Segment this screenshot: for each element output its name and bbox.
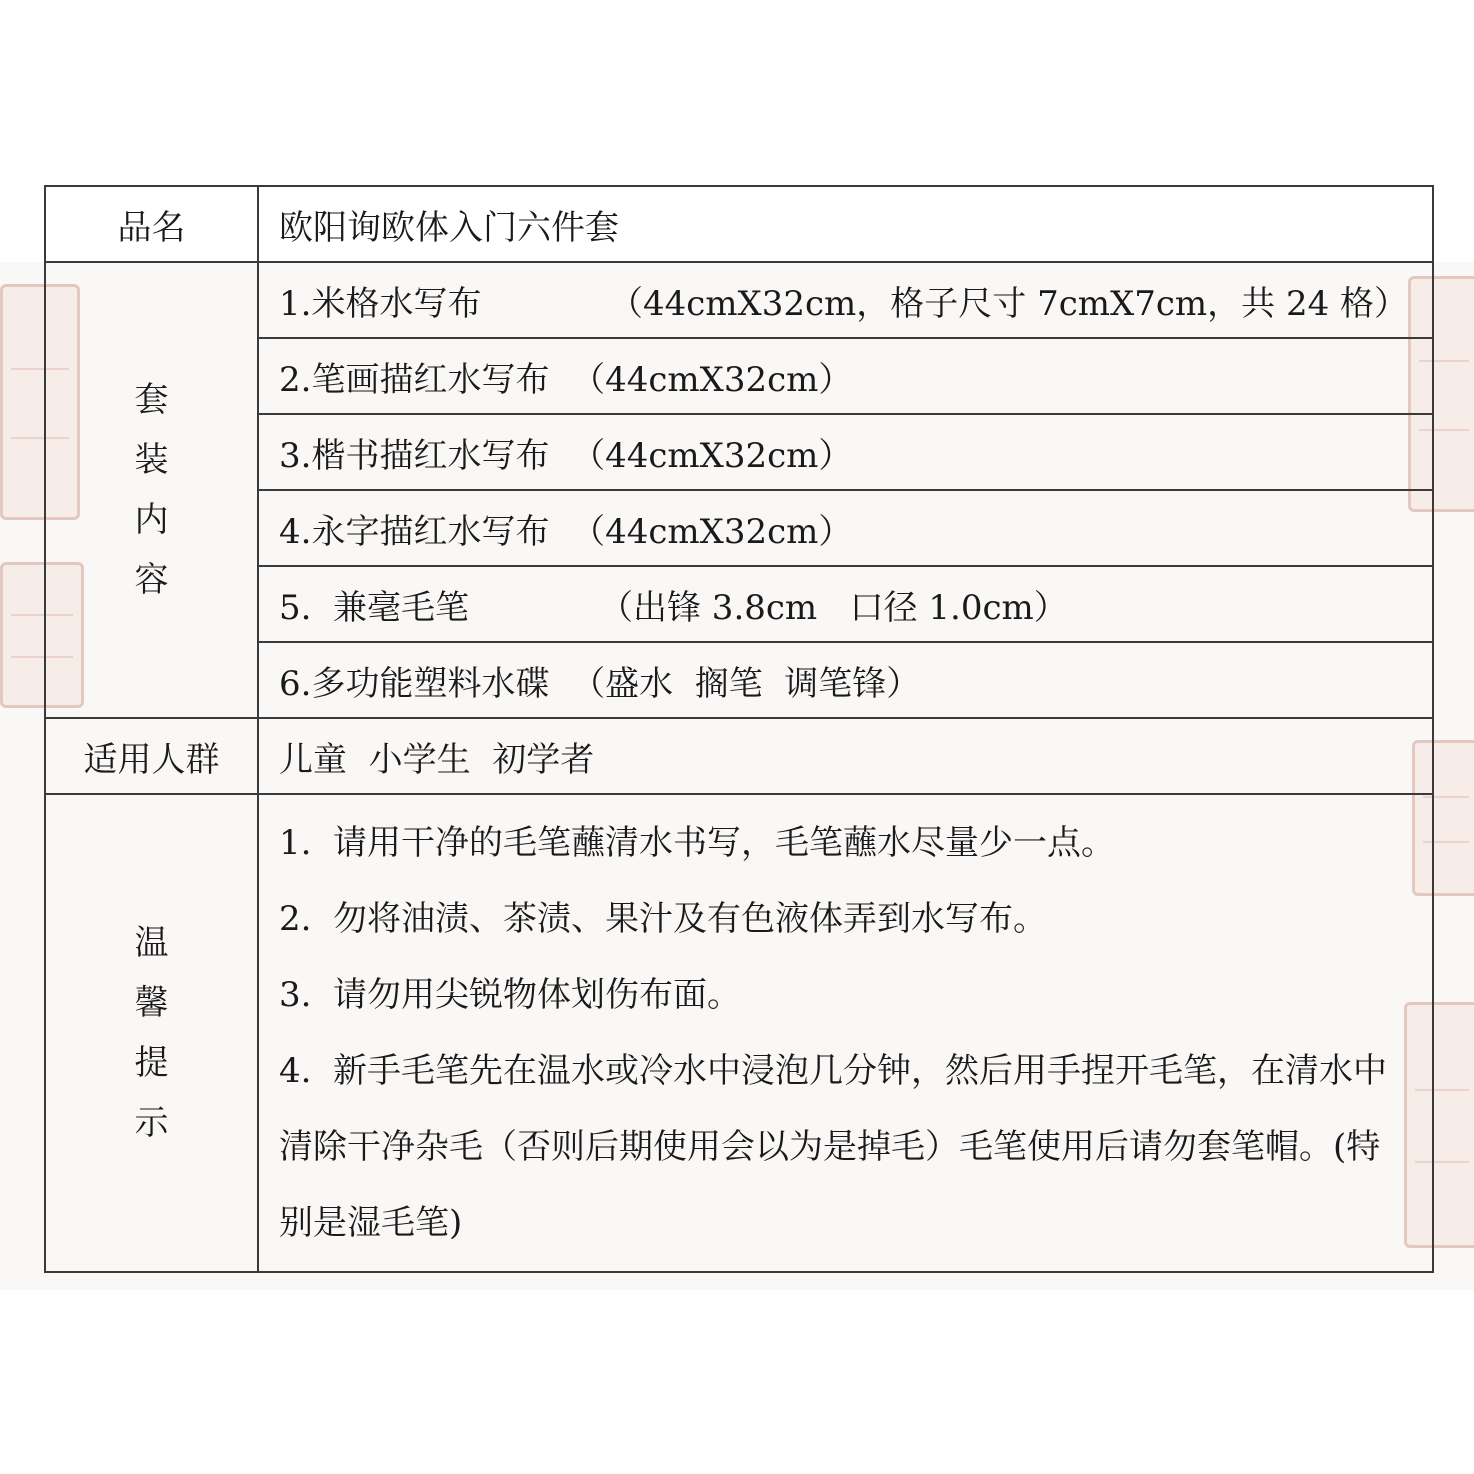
row-tips (45, 794, 1433, 1272)
tip-2: 2. 勿将油渍、茶渍、果汁及有色液体弄到水写布。 (279, 899, 1048, 939)
row-product-name (45, 186, 1433, 262)
tips-list (258, 794, 1433, 1272)
audience-label: 适用人群 (45, 718, 258, 794)
row-item-1 (45, 262, 1433, 338)
item-5-spec: （出锋 3.8cm 口径 1.0cm） (599, 587, 1068, 628)
item-1 (258, 262, 1433, 338)
item-4 (258, 490, 1433, 566)
contents-label-cell (45, 262, 258, 718)
tips-label: 温馨提示 (134, 923, 169, 1143)
tip-4: 4. 新手毛笔先在温水或冷水中浸泡几分钟，然后用手捏开毛笔，在清水中清除干净杂毛（否则后期使用会以为是掉毛）毛笔使用后请勿套笔帽。(特别是湿毛笔) (279, 1051, 1388, 1243)
item-3-name: 3.楷书描红水写布 (279, 435, 550, 476)
item-3 (258, 414, 1433, 490)
item-5 (258, 566, 1433, 642)
tip-1: 1. 请用干净的毛笔蘸清水书写，毛笔蘸水尽量少一点。 (279, 823, 1116, 863)
item-6-spec: （盛水 搁笔 调笔锋） (571, 663, 921, 704)
item-2 (258, 338, 1433, 414)
row-audience (45, 718, 1433, 794)
product-label: 品名 (45, 186, 258, 262)
item-4-spec: （44cmX32cm） (571, 511, 853, 552)
item-3-spec: （44cmX32cm） (571, 435, 853, 476)
item-6 (258, 642, 1433, 718)
item-5-name: 5. 兼毫毛笔 (279, 587, 470, 628)
product-value: 欧阳询欧体入门六件套 (258, 186, 1433, 262)
contents-label: 套装内容 (134, 380, 169, 600)
item-1-spec: （44cmX32cm，格子尺寸 7cmX7cm，共 24 格） (609, 283, 1409, 324)
item-2-name: 2.笔画描红水写布 (279, 359, 550, 400)
item-2-spec: （44cmX32cm） (571, 359, 853, 400)
item-4-name: 4.永字描红水写布 (279, 511, 550, 552)
product-spec-table (44, 185, 1434, 1273)
tips-label-cell (45, 794, 258, 1272)
tip-3: 3. 请勿用尖锐物体划伤布面。 (279, 975, 742, 1015)
item-1-name: 1.米格水写布 (279, 283, 482, 324)
audience-value: 儿童 小学生 初学者 (258, 718, 1433, 794)
item-6-name: 6.多功能塑料水碟 (279, 663, 550, 704)
